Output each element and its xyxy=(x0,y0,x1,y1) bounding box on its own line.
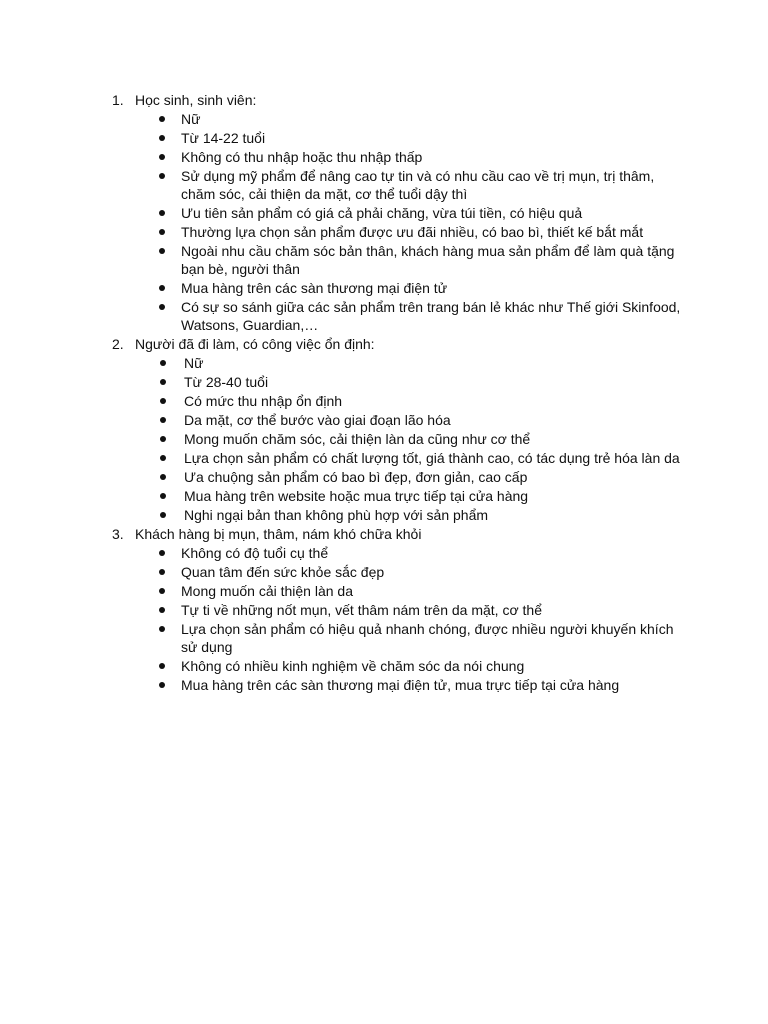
bullet-dot-icon xyxy=(159,569,165,575)
list-item-text: Ngoài nhu cầu chăm sóc bản thân, khách hàng mua sản phẩm để làm quà tặng bạn bè, người thân xyxy=(181,243,675,277)
list-item xyxy=(112,242,692,278)
list-item-text: Quan tâm đến sức khỏe sắc đẹp xyxy=(181,564,385,580)
bullet-dot-icon xyxy=(159,135,165,141)
bullet-dot-icon xyxy=(159,229,165,235)
list-item xyxy=(112,601,692,619)
list-item-text: Sử dụng mỹ phẩm để nâng cao tự tin và có nhu cầu cao về trị mụn, trị thâm, chăm sóc, cải thiện da mặt, cơ thể tuổi dậy thì xyxy=(181,168,655,202)
list-item-text: Da mặt, cơ thể bước vào giai đoạn lão hóa xyxy=(184,412,451,428)
list-item-text: Tự ti về những nốt mụn, vết thâm nám trên da mặt, cơ thể xyxy=(181,602,542,618)
section-number: 1. xyxy=(112,92,124,108)
list-item xyxy=(112,449,692,467)
bullet-dot-icon xyxy=(160,417,166,423)
list-item xyxy=(112,373,692,391)
bullet-dot-icon xyxy=(159,607,165,613)
section-heading xyxy=(112,525,692,543)
list-item xyxy=(112,468,692,486)
list-item xyxy=(112,506,692,524)
bullet-dot-icon xyxy=(159,626,165,632)
list-item xyxy=(112,298,692,334)
list-item-text: Lựa chọn sản phẩm có chất lượng tốt, giá thành cao, có tác dụng trẻ hóa làn da xyxy=(184,450,680,466)
bullet-dot-icon xyxy=(160,398,166,404)
list-item-text: Nữ xyxy=(181,111,201,127)
section-students xyxy=(112,91,692,334)
bullet-list xyxy=(112,110,692,334)
list-item-text: Lựa chọn sản phẩm có hiệu quả nhanh chóng, được nhiều người khuyến khích sử dụng xyxy=(181,621,674,655)
list-item-text: Nghi ngại bản than không phù hợp với sản phẩm xyxy=(184,507,489,523)
bullet-dot-icon xyxy=(159,588,165,594)
list-item-text: Không có nhiều kinh nghiệm về chăm sóc da nói chung xyxy=(181,658,525,674)
list-item xyxy=(112,223,692,241)
list-item-text: Nữ xyxy=(184,355,204,371)
document-body xyxy=(112,91,692,695)
list-item xyxy=(112,110,692,128)
bullet-dot-icon xyxy=(160,436,166,442)
list-item-text: Từ 28-40 tuổi xyxy=(184,374,269,390)
list-item-text: Từ 14-22 tuổi xyxy=(181,130,266,146)
list-item xyxy=(112,563,692,581)
section-title: Khách hàng bị mụn, thâm, nám khó chữa khỏi xyxy=(135,526,422,542)
bullet-list xyxy=(112,354,692,524)
list-item-text: Ưa chuộng sản phẩm có bao bì đẹp, đơn giản, cao cấp xyxy=(184,469,528,485)
list-item xyxy=(112,676,692,694)
list-item xyxy=(112,487,692,505)
list-item xyxy=(112,657,692,675)
list-item xyxy=(112,544,692,562)
bullet-dot-icon xyxy=(159,116,165,122)
bullet-dot-icon xyxy=(160,360,166,366)
section-heading xyxy=(112,335,692,353)
list-item-text: Không có độ tuổi cụ thể xyxy=(181,545,329,561)
list-item-text: Thường lựa chọn sản phẩm được ưu đãi nhiều, có bao bì, thiết kế bắt mắt xyxy=(181,224,644,240)
list-item-text: Có sự so sánh giữa các sản phẩm trên trang bán lẻ khác như Thế giới Skinfood, Watsons, Guardian,… xyxy=(181,299,681,333)
bullet-dot-icon xyxy=(159,663,165,669)
bullet-list xyxy=(112,544,692,694)
section-heading xyxy=(112,91,692,109)
list-item-text: Mong muốn chăm sóc, cải thiện làn da cũng như cơ thể xyxy=(184,431,531,447)
bullet-dot-icon xyxy=(159,248,165,254)
list-item xyxy=(112,582,692,600)
bullet-dot-icon xyxy=(160,474,166,480)
section-title: Người đã đi làm, có công việc ổn định: xyxy=(135,336,375,352)
bullet-dot-icon xyxy=(160,512,166,518)
list-item-text: Có mức thu nhập ổn định xyxy=(184,393,343,409)
list-item xyxy=(112,129,692,147)
list-item-text: Mong muốn cải thiện làn da xyxy=(181,583,353,599)
list-item xyxy=(112,148,692,166)
bullet-dot-icon xyxy=(159,154,165,160)
bullet-dot-icon xyxy=(159,173,165,179)
section-number: 2. xyxy=(112,336,124,352)
section-number: 3. xyxy=(112,526,124,542)
list-item xyxy=(112,279,692,297)
list-item-text: Mua hàng trên các sàn thương mại điện tử, mua trực tiếp tại cửa hàng xyxy=(181,677,620,693)
bullet-dot-icon xyxy=(159,550,165,556)
list-item xyxy=(112,411,692,429)
bullet-dot-icon xyxy=(159,285,165,291)
list-item-text: Mua hàng trên website hoặc mua trực tiếp tại cửa hàng xyxy=(184,488,529,504)
bullet-dot-icon xyxy=(160,455,166,461)
bullet-dot-icon xyxy=(159,304,165,310)
bullet-dot-icon xyxy=(160,493,166,499)
bullet-dot-icon xyxy=(159,682,165,688)
list-item-text: Ưu tiên sản phẩm có giá cả phải chăng, vừa túi tiền, có hiệu quả xyxy=(181,205,583,221)
list-item-text: Mua hàng trên các sàn thương mại điện tử xyxy=(181,280,448,296)
list-item xyxy=(112,204,692,222)
section-acne-customers xyxy=(112,525,692,694)
list-item xyxy=(112,167,692,203)
section-title: Học sinh, sinh viên: xyxy=(135,92,257,108)
bullet-dot-icon xyxy=(160,379,166,385)
list-item xyxy=(112,430,692,448)
list-item-text: Không có thu nhập hoặc thu nhập thấp xyxy=(181,149,423,165)
list-item xyxy=(112,354,692,372)
section-working-people xyxy=(112,335,692,524)
list-item xyxy=(112,620,692,656)
bullet-dot-icon xyxy=(159,210,165,216)
list-item xyxy=(112,392,692,410)
